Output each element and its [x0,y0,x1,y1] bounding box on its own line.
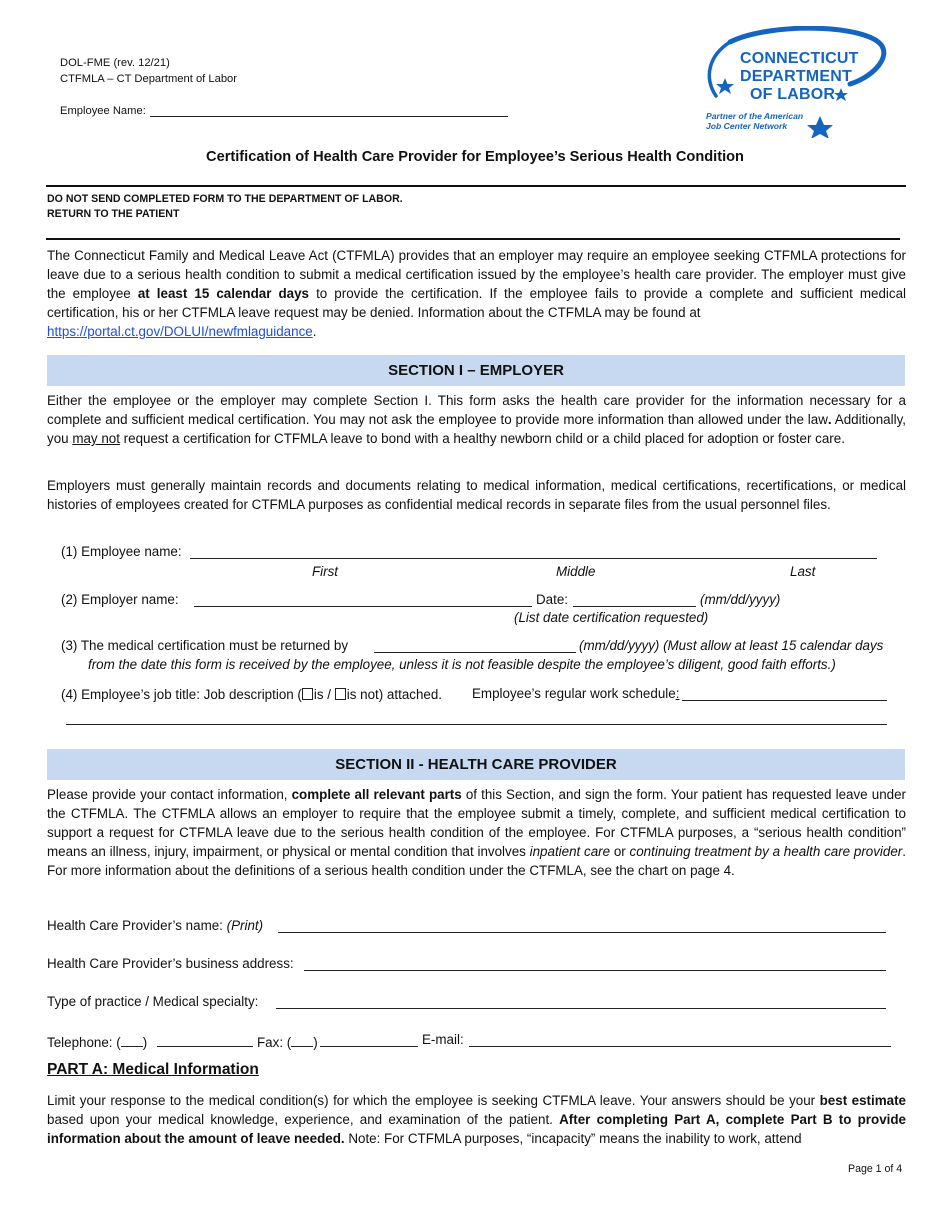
job-description-is-not-checkbox[interactable] [335,688,346,700]
email-input[interactable] [469,1046,891,1047]
employee-name-field[interactable] [150,116,508,117]
title-rule [46,185,906,187]
practice-label: Type of practice / Medical specialty: [47,994,259,1009]
telephone-label: Telephone: ( ) [47,1032,147,1050]
page-number: Page 1 of 4 [848,1163,903,1175]
part-a-paragraph: Limit your response to the medical condition(s) for which the employee is seeking CTFMLA leave. Your answers should be your best estimate based upon your medical knowledge, experience, and examination of the patient. After completing Part A, complete Part B to provide information about the amount of leave needed. Note: For CTFMLA purposes, “incapacity” means the inability to work, attend [47,1093,906,1146]
q3-label: (3) The medical certification must be returned by [61,638,349,653]
part-a-heading: PART A: Medical Information [47,1061,259,1078]
fax-area-code-input[interactable] [291,1032,313,1047]
q4-label: (4) Employee’s job title: Job description ( is / is not) attached. [61,687,443,702]
q2-label: (2) Employer name: [61,592,179,607]
q1-middle-caption: Middle [556,564,596,579]
provider-name-input[interactable] [278,932,886,933]
logo-tagline2: Job Center Network [706,121,788,131]
job-title-input[interactable] [66,724,524,725]
q2-date-format: (mm/dd/yyyy) [700,592,781,607]
page-title: Certification of Health Care Provider for Employee’s Serious Health Condition [206,149,744,165]
job-description-is-checkbox[interactable] [302,688,313,700]
logo-tagline1: Partner of the American [706,111,804,121]
fax-number-input[interactable] [320,1046,418,1047]
section1-paragraph1: Either the employee or the employer may complete Section I. This form asks the health care provider for the information necessary for a complete and sufficient medical certification. You may not ask the employee to provide more information than allowed under the law. Additionally, you may not request a certification for CTFMLA leave to bond with a healthy newborn child or a child placed for adoption or foster care. [47,393,906,446]
date-requested-input[interactable] [573,606,696,607]
q2-date-label: Date: [536,592,569,607]
q3-note1: (mm/dd/yyyy) (Must allow at least 15 calendar days [579,638,884,653]
q1-label: (1) Employee name: [61,544,182,559]
ctfmla-guidance-link[interactable]: https://portal.ct.gov/DOLUI/newfmlaguidance [47,324,313,339]
practice-input[interactable] [276,1008,886,1009]
section1-heading: SECTION I – EMPLOYER [47,355,905,386]
employee-name-input[interactable] [190,558,877,559]
section2-paragraph: Please provide your contact information, complete all relevant parts of this Section, and sign the form. Your patient has requested leave under the CTFMLA. The CTFMLA allows an employer to require that the employee submit a timely, complete, and sufficient medical certification to support a request for CTFMLA leave due to the serious health condition of the employee. For CTFMLA purposes, a “serious health condition” means an illness, injury, impairment, or physical or mental condition that involves inpatient care or continuing treatment by a health care provider. For more information about the definitions of a serious health condition under the CTFMLA, see the chart on page 4. [47,787,906,878]
ct-dol-logo [700,26,890,138]
q1-first-caption: First [312,564,339,579]
fax-label: Fax: ( ) [257,1032,318,1050]
warning-line2: RETURN TO THE PATIENT [47,208,180,220]
work-schedule-input[interactable] [682,700,887,701]
logo-line1: CONNECTICUT [740,50,859,67]
work-schedule-input-line2[interactable] [524,724,887,725]
provider-address-input[interactable] [304,970,886,971]
q4-schedule-label: Employee’s regular work schedule: [472,686,680,701]
q1-last-caption: Last [790,564,816,579]
email-label: E-mail: [422,1032,464,1047]
warning-rule [46,238,900,240]
section1-paragraph2: Employers must generally maintain records and documents relating to medical information, medical certifications, recertifications, or medical histories of employees created for CTFMLA purposes as confidential medical records in separate files from the usual personnel files. [47,478,906,512]
section2-heading: SECTION II - HEALTH CARE PROVIDER [47,749,905,780]
q3-note2: from the date this form is received by the employee, unless it is not feasible despite the employee’s diligent, good faith efforts.) [88,657,836,672]
provider-address-label: Health Care Provider’s business address: [47,956,294,971]
employee-name-label: Employee Name: [60,105,146,117]
provider-name-label: Health Care Provider’s name: (Print) [47,918,264,933]
agency-line: CTFMLA – CT Department of Labor [60,73,237,85]
logo-line3: OF LABOR [750,86,836,103]
q2-note: (List date certification requested) [514,610,709,625]
employer-name-input[interactable] [194,606,532,607]
warning-line1: DO NOT SEND COMPLETED FORM TO THE DEPARTMENT OF LABOR. [47,193,403,205]
logo-line2: DEPARTMENT [740,68,852,85]
form-id: DOL-FME (rev. 12/21) [60,57,170,69]
return-by-date-input[interactable] [374,652,576,653]
telephone-area-code-input[interactable] [121,1032,143,1047]
intro-paragraph: The Connecticut Family and Medical Leave Act (CTFMLA) provides that an employer may require an employee seeking CTFMLA protections for leave due to a serious health condition to submit a medical certification issued by the employee’s health care provider. The employer must give the employee at least 15 calendar days to provide the certification. If the employee fails to provide a complete and sufficient medical certification, his or her CTFMLA leave request may be denied. Information about the CTFMLA may be found at https://portal.ct.gov/DOLUI/newfmlaguidance. [47,248,906,339]
telephone-number-input[interactable] [157,1046,253,1047]
